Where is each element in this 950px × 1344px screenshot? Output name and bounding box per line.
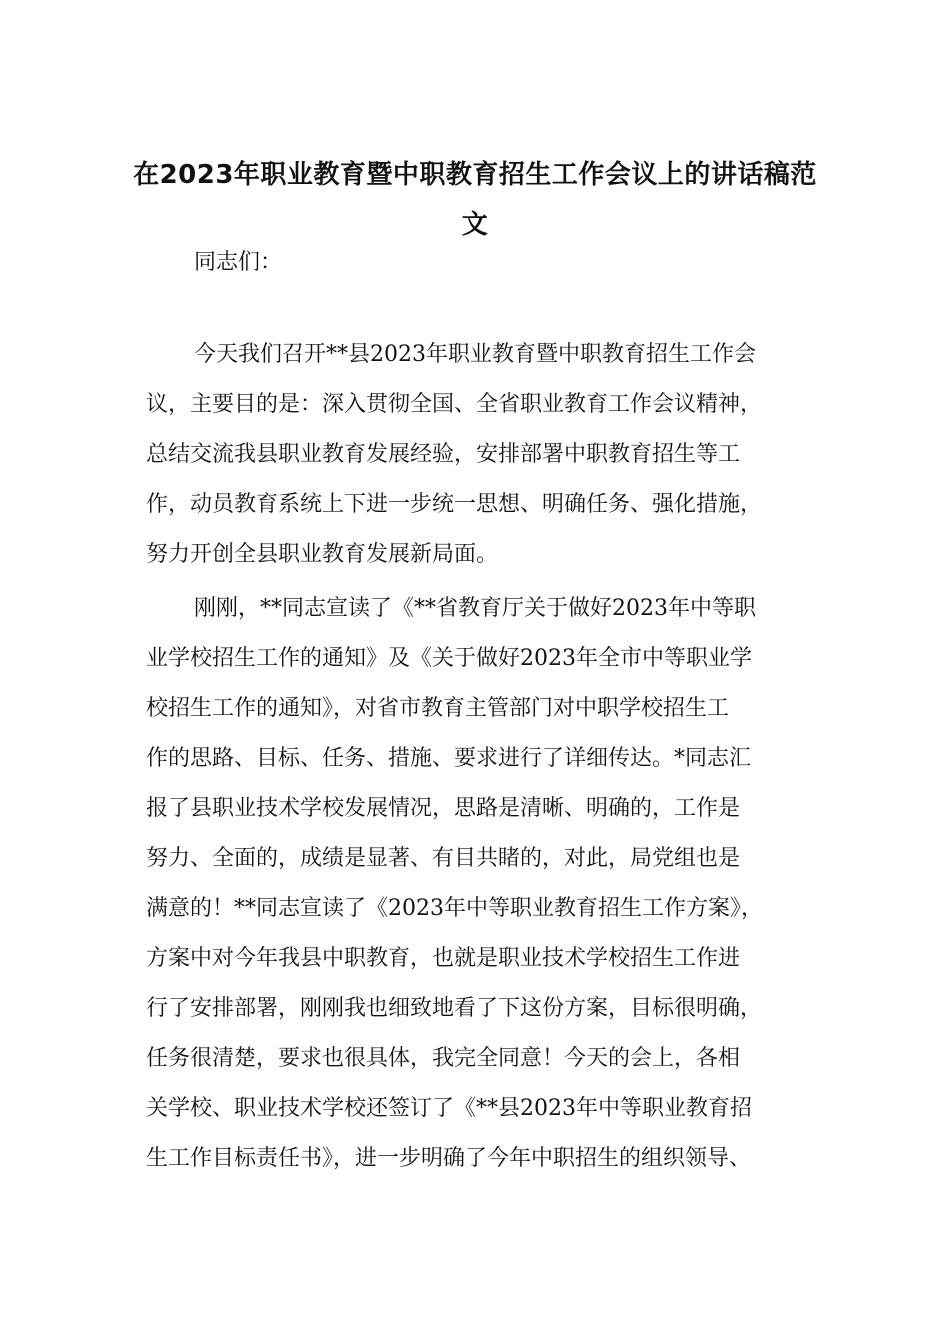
text-line: 方案中对今年我县中职教育，也就是职业技术学校招生工作进 [146,946,741,971]
text-line: 关学校、职业技术学校还签订了《**县2023年中等职业教育招 [146,1096,752,1121]
paragraph-review [146,584,806,1184]
text-line: 业学校招生工作的通知》及《关于做好2023年全市中等职业学 [146,646,752,671]
greeting: 同志们： [194,250,283,275]
document-title [0,150,950,250]
text-line: 努力、全面的，成绩是显著、有目共睹的，对此，局党组也是 [146,846,741,871]
text-line: 作，动员教育系统上下进一步统一思想、明确任务、强化措施， [146,492,763,517]
text-line: 总结交流我县职业教育发展经验，安排部署中职教育招生等工 [146,442,741,467]
text-line: 刚刚，**同志宣读了《**省教育厅关于做好2023年中等职 [194,596,756,621]
text-line: 校招生工作的通知》，对省市教育主管部门对中职学校招生工 [146,696,730,721]
text-line: 议，主要目的是：深入贯彻全国、全省职业教育工作会议精神， [146,392,763,417]
text-line: 行了安排部署，刚刚我也细致地看了下这份方案，目标很明确， [146,996,763,1021]
text-line: 作的思路、目标、任务、措施、要求进行了详细传达。*同志汇 [146,746,752,771]
text-line: 努力开创全县职业教育发展新局面。 [146,542,499,567]
text-line: 生工作目标责任书》，进一步明确了今年中职招生的组织领导、 [146,1146,752,1171]
paragraph-opening [146,330,806,580]
text-line: 报了县职业技术学校发展情况，思路是清晰、明确的，工作是 [146,796,741,821]
text-line: 任务很清楚，要求也很具体，我完全同意！今天的会上，各相 [146,1046,741,1071]
title-line: 文 [461,210,489,240]
text-line: 今天我们召开**县2023年职业教育暨中职教育招生工作会 [194,342,756,367]
title-line: 在2023年职业教育暨中职教育招生工作会议上的讲话稿范 [133,160,817,190]
text-line: 满意的！**同志宣读了《2023年中等职业教育招生工作方案》， [146,896,763,921]
